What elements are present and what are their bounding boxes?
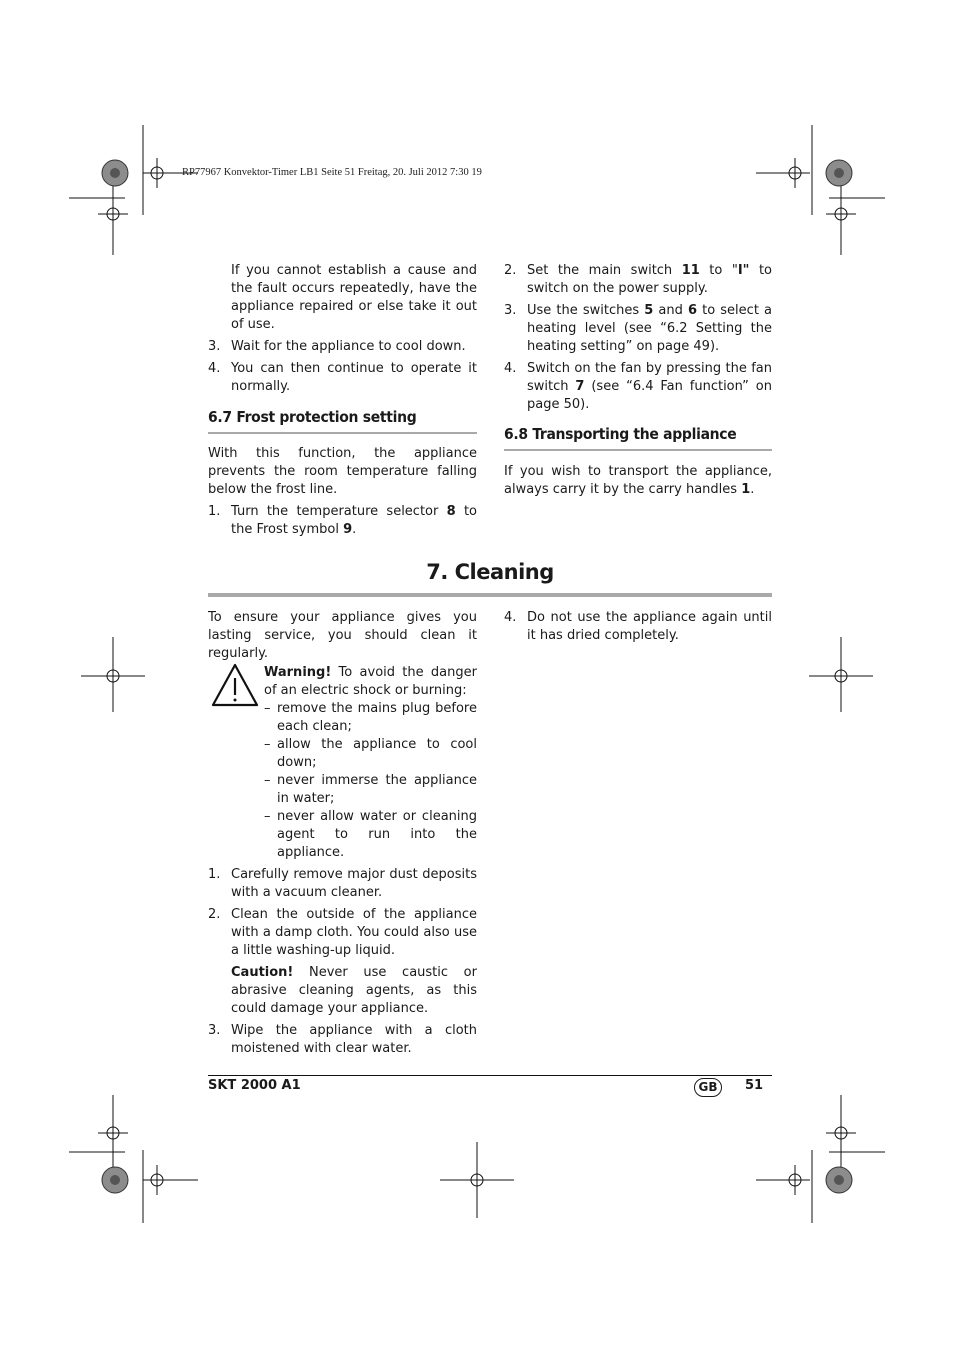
list-number: 2.: [504, 263, 517, 278]
paragraph-text: If you wish to transport the appliance, always carry it by the carry handles: [504, 464, 772, 497]
list-item: [208, 503, 477, 539]
transport-heading: 6.8 Transporting the appliance: [504, 425, 737, 443]
dash-marker: –: [264, 773, 271, 788]
heading-rule: [208, 432, 477, 434]
print-slug-header: RP77967 Konvektor-Timer LB1 Seite 51 Freitag, 20. Juli 2012 7:30 19: [182, 167, 482, 178]
reference-number: 6: [687, 303, 698, 318]
list-text: Do not use the appliance again until it has dried completely.: [527, 610, 772, 643]
list-number: 4.: [208, 361, 221, 376]
list-item: [208, 1022, 477, 1058]
cleaning-heading: 7. Cleaning: [426, 560, 554, 584]
list-text: .: [352, 522, 357, 537]
cleaning-left-column: [208, 609, 477, 1058]
list-number: 1.: [208, 867, 221, 882]
bullet-text: remove the mains plug before each clean;: [277, 701, 477, 734]
bullet-item: [264, 772, 477, 808]
reference-number: 8: [446, 504, 456, 519]
bullet-item: [264, 736, 477, 772]
dash-marker: –: [264, 737, 271, 752]
chapter-rule: [208, 593, 772, 597]
list-number: 3.: [208, 339, 221, 354]
transport-section-header: [504, 425, 772, 451]
switch-position: I": [737, 263, 750, 278]
list-number: 2.: [208, 907, 221, 922]
list-number: 4.: [504, 361, 517, 376]
list-number: 3.: [208, 1023, 221, 1038]
frost-section-header: [208, 408, 477, 434]
list-item: [208, 906, 477, 960]
transport-body: [504, 463, 772, 499]
warning-label: Warning!: [264, 665, 332, 680]
list-text: to select a heating level (see “6.2 Setting the heating setting” on page 49).: [527, 303, 772, 354]
reference-number: 5: [644, 303, 654, 318]
list-item: [208, 866, 477, 902]
list-text: Use the switches: [527, 303, 645, 318]
caution-text: Never use caustic or abrasive cleaning agents, as this could damage your appliance.: [231, 965, 477, 1016]
paragraph-text: .: [750, 482, 755, 497]
list-text: to switch on the power supply.: [527, 263, 773, 296]
dash-marker: –: [264, 701, 271, 716]
heading-rule: [504, 449, 772, 451]
caution-label: Caution!: [231, 965, 294, 980]
reference-number: 1: [741, 482, 751, 497]
footer-rule: [208, 1075, 772, 1076]
frost-intro-paragraph: With this function, the appliance prevents the room temperature falling below the frost line.: [208, 446, 477, 497]
bullet-text: never immerse the appliance in water;: [277, 773, 477, 806]
list-text: to ": [699, 263, 738, 278]
list-text: and: [653, 303, 688, 318]
bullet-item: [264, 700, 477, 736]
left-column-top: [208, 262, 477, 396]
list-text: Wipe the appliance with a cloth moistened with clear water.: [231, 1023, 477, 1056]
transport-paragraph: [504, 463, 772, 499]
reference-number: 9: [343, 522, 353, 537]
page-number: 51: [745, 1078, 764, 1093]
list-number: 4.: [504, 610, 517, 625]
bullet-item: [264, 808, 477, 862]
list-text: You can then continue to operate it normally.: [231, 361, 477, 394]
list-text: Switch on the fan by pressing the fan switch: [527, 361, 772, 394]
list-item: [504, 262, 772, 298]
list-number: 1.: [208, 504, 221, 519]
list-text: Clean the outside of the appliance with a damp cloth. You could also use a little washing-up liquid.: [231, 907, 477, 958]
list-text: Carefully remove major dust deposits with a vacuum cleaner.: [231, 867, 477, 900]
warning-triangle-icon: [210, 662, 260, 708]
warning-text: To avoid the danger of an electric shock or burning:: [264, 665, 477, 698]
warning-block: [208, 664, 477, 862]
reference-number: 11: [681, 263, 700, 278]
list-text: to the Frost symbol: [231, 504, 477, 537]
frost-heading: 6.7 Frost protection setting: [208, 408, 417, 426]
cleaning-right-column: [504, 609, 772, 645]
list-number: 3.: [504, 303, 517, 318]
list-item: [504, 609, 772, 645]
list-item: [504, 360, 772, 414]
dash-marker: –: [264, 809, 271, 824]
language-badge: GB: [694, 1078, 722, 1097]
right-column-top: [504, 262, 772, 414]
caution-paragraph: [208, 964, 477, 1018]
reference-number: 7: [575, 379, 585, 394]
fault-intro-paragraph: If you cannot establish a cause and the fault occurs repeatedly, have the appliance repaired or else take it out of use.: [231, 263, 477, 332]
bullet-text: never allow water or cleaning agent to run into the appliance.: [277, 809, 477, 860]
cleaning-intro-paragraph: To ensure your appliance gives you lasting service, you should clean it regularly.: [208, 610, 477, 661]
list-item: [208, 338, 477, 356]
list-text: (see “6.4 Fan function” on page 50).: [527, 379, 772, 412]
frost-body: [208, 445, 477, 539]
bullet-text: allow the appliance to cool down;: [277, 737, 477, 770]
list-text: Turn the temperature selector: [231, 504, 447, 519]
footer-model: SKT 2000 A1: [208, 1078, 301, 1093]
list-text: Set the main switch: [527, 263, 682, 278]
list-text: Wait for the appliance to cool down.: [231, 339, 466, 354]
warning-paragraph: [264, 664, 477, 700]
list-item: [208, 360, 477, 396]
list-item: [504, 302, 772, 356]
